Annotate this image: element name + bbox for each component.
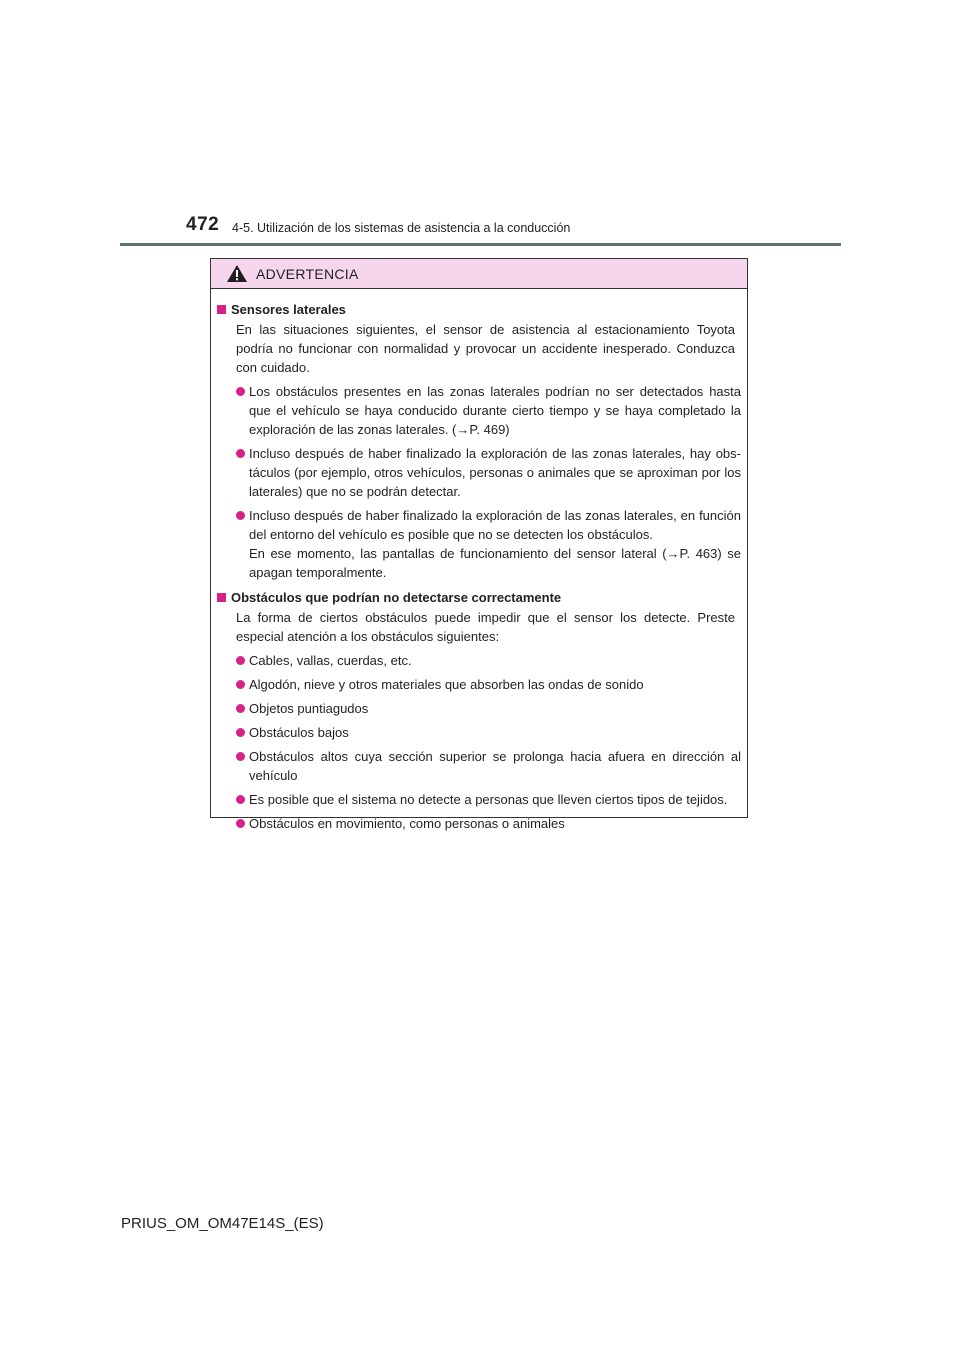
list-item xyxy=(217,444,741,501)
list-item xyxy=(217,790,741,809)
section-heading xyxy=(217,300,741,319)
circle-bullet-icon xyxy=(236,795,245,804)
square-bullet-icon xyxy=(217,305,226,314)
warning-triangle-icon xyxy=(226,264,248,283)
circle-bullet-icon xyxy=(236,387,245,396)
list-item-text: Los obstáculos presentes en las zonas laterales podrían no ser detectados hasta que el vehículo se haya conducido durante cierto tiempo y se haya completado la exploración de las zonas laterales. (→P. 469) xyxy=(249,384,741,437)
circle-bullet-icon xyxy=(236,728,245,737)
warning-label: ADVERTENCIA xyxy=(256,265,359,282)
circle-bullet-icon xyxy=(236,704,245,713)
circle-bullet-icon xyxy=(236,656,245,665)
list-item-text: Obstáculos altos cuya sección superior se prolonga hacia afuera en dirección al vehículo xyxy=(249,749,741,783)
warning-header xyxy=(211,259,747,289)
list-item xyxy=(217,747,741,785)
header-rule xyxy=(120,243,841,246)
page-number: 472 xyxy=(186,214,220,235)
list-item xyxy=(217,814,741,833)
square-bullet-icon xyxy=(217,593,226,602)
list-item-text: Objetos puntiagudos xyxy=(249,701,369,716)
section-paragraph: En las situaciones siguientes, el sensor de asistencia al estacionamiento Toyota podría no funcionar con normalidad y provocar un accidente inesperado. Conduzca con cuidado. xyxy=(236,322,735,375)
list-item xyxy=(217,506,741,582)
circle-bullet-icon xyxy=(236,680,245,689)
list-item-text: Incluso después de haber finalizado la exploración de las zonas laterales, hay obstáculos (por ejemplo, otros vehículos, personas o animales que se aproximan por los laterales) que no se podrán detectar. xyxy=(249,446,741,499)
list-item xyxy=(217,699,741,718)
footer-code: PRIUS_OM_OM47E14S_(ES) xyxy=(121,1215,324,1232)
circle-bullet-icon xyxy=(236,752,245,761)
warning-body xyxy=(211,289,747,833)
circle-bullet-icon xyxy=(236,449,245,458)
section-heading-text: Obstáculos que podrían no detectarse correctamente xyxy=(231,590,562,605)
section-heading xyxy=(217,588,741,607)
section-paragraph: La forma de ciertos obstáculos puede impedir que el sensor los detecte. Preste especial atención a los obstáculos siguientes: xyxy=(236,610,735,644)
warning-box xyxy=(210,258,748,831)
list-item xyxy=(217,675,741,694)
section-heading-text: Sensores laterales xyxy=(231,302,346,317)
circle-bullet-icon xyxy=(236,819,245,828)
list-item-text: Incluso después de haber finalizado la exploración de las zonas laterales, en función del entorno del vehículo es posible que no se detecten los obstáculos. En ese momento, las pantallas de funcionamiento del sensor lateral (→P. 463) se apagan temporalmente. xyxy=(249,508,741,580)
list-item xyxy=(217,382,741,439)
list-item xyxy=(217,723,741,742)
list-item-text: Obstáculos bajos xyxy=(249,725,349,740)
list-item-text: Algodón, nieve y otros materiales que absorben las ondas de sonido xyxy=(249,677,644,692)
list-item xyxy=(217,651,741,670)
section-title: 4-5. Utilización de los sistemas de asistencia a la conducción xyxy=(232,221,571,235)
list-item-text: Cables, vallas, cuerdas, etc. xyxy=(249,653,412,668)
list-item-text: Es posible que el sistema no detecte a personas que lleven ciertos tipos de tejidos. xyxy=(249,792,728,807)
circle-bullet-icon xyxy=(236,511,245,520)
list-item-text: Obstáculos en movimiento, como personas o animales xyxy=(249,816,565,831)
